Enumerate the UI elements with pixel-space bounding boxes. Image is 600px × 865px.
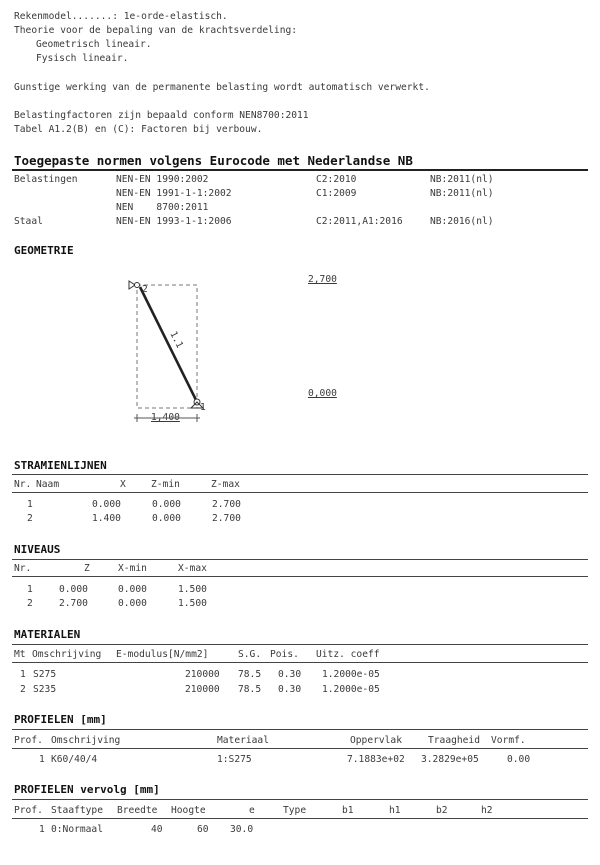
level-top-label: 2,700	[308, 274, 337, 285]
profielen-title: PROFIELEN [mm]	[14, 713, 107, 726]
factoren-line: Belastingfactoren zijn bepaald conform NEN8700:2011	[14, 110, 309, 121]
member-line	[140, 287, 197, 402]
member-label: 1.1	[167, 329, 185, 350]
normen-rule	[12, 169, 588, 171]
level-bottom-label: 0,000	[308, 388, 337, 399]
grid-rectangle	[137, 285, 197, 408]
materialen-title: MATERIALEN	[14, 628, 81, 641]
niveaus-title: NIVEAUS	[14, 543, 61, 556]
normen-title: Toegepaste normen volgens Eurocode met Nederlandse NB	[14, 153, 413, 168]
theorie-line: Theorie voor de bepaling van de krachtsverdeling:	[14, 25, 298, 36]
geometrisch-line: Geometrisch lineair.	[36, 39, 152, 50]
profielen-vervolg-title: PROFIELEN vervolg [mm]	[14, 783, 160, 796]
top-node-icon	[135, 283, 140, 288]
rekenmodel-line: Rekenmodel.......: 1e-orde-elastisch.	[14, 11, 228, 22]
span-label: 1,400	[151, 412, 180, 423]
geometrie-title: GEOMETRIE	[14, 244, 74, 257]
gunstige-line: Gunstige werking van de permanente belasting wordt automatisch verwerkt.	[14, 82, 430, 93]
node-2-label: 2	[142, 284, 148, 295]
node-1-label: 1	[200, 402, 206, 413]
fysisch-line: Fysisch lineair.	[36, 53, 129, 64]
tabel-line: Tabel A1.2(B) en (C): Factoren bij verbouw.	[14, 124, 263, 135]
stramien-title: STRAMIENLIJNEN	[14, 459, 107, 472]
